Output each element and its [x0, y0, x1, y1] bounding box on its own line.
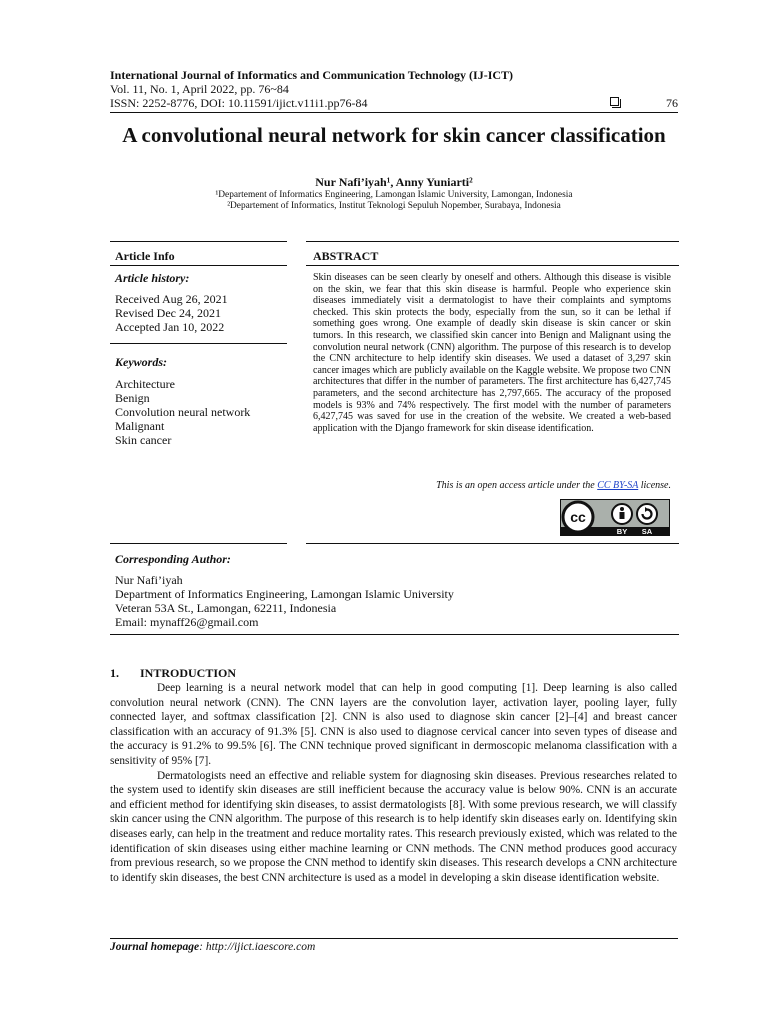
info-heading-rule: [110, 265, 287, 266]
corresponding-email: Email: mynaff26@gmail.com: [115, 615, 259, 629]
corresponding-address: Veteran 53A St., Lamongan, 62211, Indonesia: [115, 601, 337, 615]
page-number: 76: [666, 96, 678, 110]
history-list: [115, 292, 228, 334]
badge-by-label: BY: [616, 527, 628, 536]
abstract-body: Skin diseases can be seen clearly by oneself and others. Although this disease is visible on the skin, we fear that this skin disease is harmful. People who experience skin diseases immediately visit a dermatologist to have their complaints and symptoms checked. This skin protects the body, especially from the sun, so it can be lethal if something goes wrong. One example of deadly skin disease is skin cancer or skin tumors. In this research, we classified skin cancer into Benign and Malignant using the convolution neural network (CNN) algorithm. The purpose of this research is to develop the CNN architecture to help identify skin diseases. We used a dataset of 3,297 skin cancer images which are publicly available on the Kaggle website. We propose two CNN architectures that differ in the number of parameters. The first architecture has 6,427,745 parameters, and the second architecture has 2,797,665. The accuracy of the proposed models is 93% and 74% respectively. The first model with the number of parameters 6,427,745 was saved for use in the creation of the website. We created a web-based application with the Django framework for skin disease identification.: [313, 272, 671, 434]
paper-title: A convolutional neural network for skin cancer classification: [122, 123, 666, 147]
history-accepted: Accepted Jan 10, 2022: [115, 320, 225, 334]
history-received: Received Aug 26, 2021: [115, 292, 228, 306]
introduction-paragraph: Deep learning is a neural network model that can help in good computing [1]. Deep learning is also called convolution neural network (CNN). The CNN layers are the convolution layer, activation layer, pooling layer, fully connected layer, and softmax classification [2]. CNN is also used to diagnose skin cancer [2]‒[4] and breast cancer classification with an accuracy of 91.3% [5]. CNN is also used to diagnose cervical cancer into seven types of disease and the accuracy is 91.2% to 99.5% [6]. The CNN technique proved significant in dermoscopic melanoma classification with a sensitivity of 95% [7].: [110, 682, 677, 767]
authors: Nur Nafi’iyah¹, Anny Yuniarti²: [315, 175, 473, 189]
keywords-rule: [110, 343, 287, 344]
issn-line: ISSN: 2252-8776, DOI: 10.11591/ijict.v11i1.pp76-84: [110, 96, 368, 110]
corresponding-heading: Corresponding Author:: [115, 552, 231, 566]
cc-by-sa-badge[interactable]: [560, 499, 670, 536]
abstract-heading-rule: [306, 265, 679, 266]
license-link[interactable]: CC BY-SA: [597, 480, 639, 491]
keyword-item: Benign: [115, 391, 150, 405]
journal-name: International Journal of Informatics and Communication Technology (IJ-ICT): [110, 68, 514, 82]
info-bottom-rule: [110, 543, 287, 544]
keyword-item: Malignant: [115, 419, 165, 433]
affiliation-2: ²Departement of Informatics, Institut Teknologi Sepuluh Nopember, Surabaya, Indonesia: [227, 201, 561, 211]
introduction-paragraph: Dermatologists need an effective and reliable system for diagnosing skin diseases. Previous researches related to the system used to identify skin diseases are still inefficient because the accuracy value is below 90%. CNN is an accurate and efficient method for identifying skin diseases, to assist dermatologists [8]. With some previous research, we will classify skin cancer using the CNN algorithm. The purpose of this research is to help identify skin diseases early on. Identifying skin diseases early, can help in the treatment and reduce mortality rates. This research previously existed, which was related to the identification of skin diseases using either machine learning or CNN methods. The CNN method produces good accuracy from previous research, so we propose the CNN method to identify skin diseases. This research develops a CNN architecture to identify skin diseases, the best CNN architecture is used as a model in developing a skin disease identification website.: [110, 769, 677, 884]
corresponding-name: Nur Nafi’iyah: [115, 573, 183, 587]
history-revised: Revised Dec 24, 2021: [115, 306, 221, 320]
page-box-icon: [610, 97, 619, 106]
article-info-heading: Article Info: [115, 249, 175, 263]
license-line: [313, 480, 671, 491]
license-prefix: This is an open access article under the: [436, 480, 598, 491]
abstract-heading: ABSTRACT: [313, 249, 379, 263]
introduction-heading: 1. INTRODUCTION: [110, 666, 237, 680]
abstract-top-rule: [306, 241, 679, 242]
journal-header: [110, 68, 513, 110]
keyword-item: Architecture: [115, 377, 175, 391]
keyword-item: Skin cancer: [115, 433, 172, 447]
history-heading: Article history:: [115, 271, 190, 285]
cc-badge-text: cc: [570, 509, 586, 525]
footer: [110, 941, 315, 953]
page-number-area: [610, 96, 678, 111]
corresponding-block: [115, 573, 454, 629]
corresponding-rule: [110, 634, 679, 635]
introduction-body: [110, 681, 677, 885]
license-suffix: license.: [638, 480, 671, 491]
footer-label: Journal homepage: [110, 941, 200, 953]
volume-line: Vol. 11, No. 1, April 2022, pp. 76~84: [110, 82, 289, 96]
keywords-list: [115, 377, 250, 447]
keywords-heading: Keywords:: [115, 355, 167, 369]
info-top-rule: [110, 241, 287, 242]
footer-url[interactable]: : http://ijict.iaescore.com: [199, 941, 316, 953]
badge-sa-label: SA: [641, 527, 653, 536]
affiliation-1: ¹Departement of Informatics Engineering, Lamongan Islamic University, Lamongan, Indonesia: [215, 190, 573, 200]
header-rule: [110, 112, 678, 113]
corresponding-dept: Department of Informatics Engineering, Lamongan Islamic University: [115, 587, 454, 601]
keyword-item: Convolution neural network: [115, 405, 251, 419]
footer-rule: [110, 938, 678, 939]
abstract-bottom-rule: [306, 543, 679, 544]
